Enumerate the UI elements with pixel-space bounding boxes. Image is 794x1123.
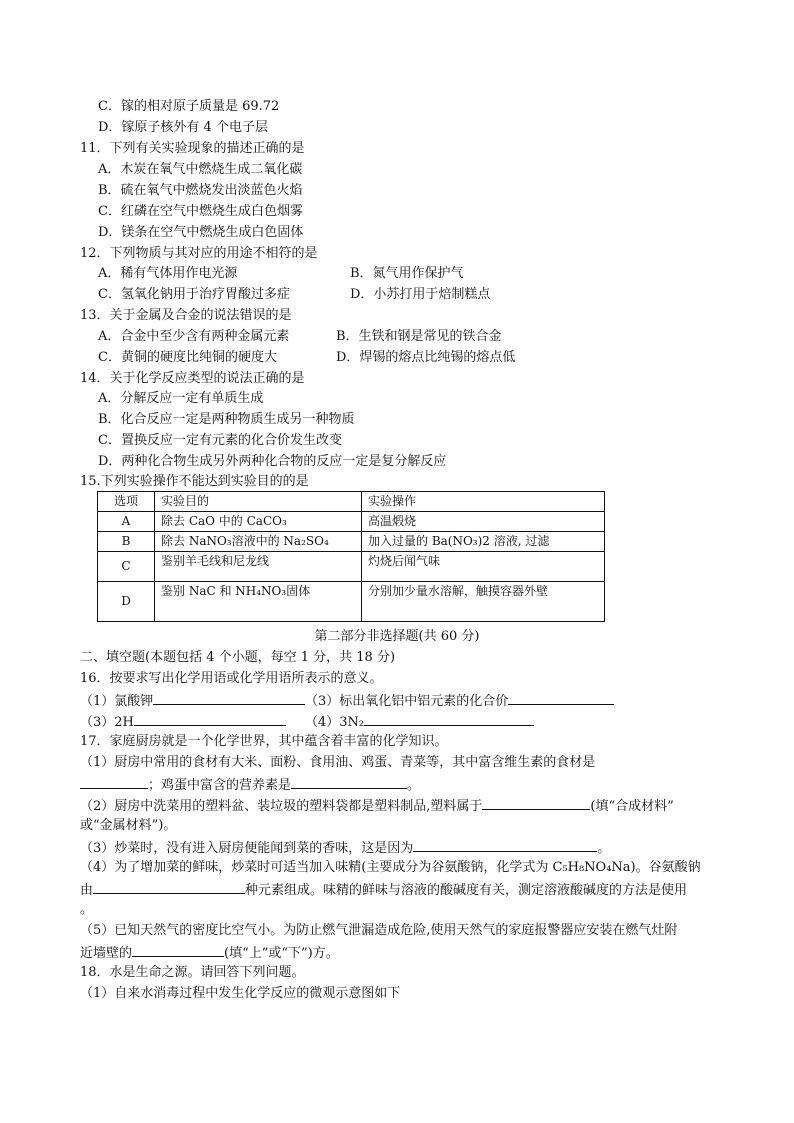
answer-blank[interactable] xyxy=(413,837,597,852)
question-11-option-d: D．镁条在空气中燃烧生成白色固体 xyxy=(98,225,304,240)
table-cell-goal: 鉴别 NaC 和 NH₄NO₃固体 xyxy=(155,582,362,622)
option-d-gallium: D．镓原子核外有 4 个电子层 xyxy=(98,120,268,135)
question-13-option-a: A．合金中至少含有两种金属元素 xyxy=(98,329,290,344)
table-header: 实验目的 xyxy=(155,492,362,512)
part-text: 种元素组成。味精的鲜味与溶液的酸碱度有关，测定溶液酸碱度的方法是使用 xyxy=(245,883,688,898)
part-two-title: 第二部分非选择题(共 60 分) xyxy=(314,629,480,644)
question-16-part-4 xyxy=(305,711,534,733)
question-17-part-5-line-2 xyxy=(80,942,339,964)
question-17-part-1-line-1: （1）厨房中常用的食材有大米、面粉、食用油、鸡蛋、青菜等，其中富含维生素的食材是 xyxy=(80,755,596,770)
question-11-option-b: B．硫在氧气中燃烧发出淡蓝色火焰 xyxy=(98,183,303,198)
question-12-option-a: A．稀有气体用作电光源 xyxy=(98,266,238,281)
part-text: ；鸡蛋中富含的营养素是 xyxy=(148,778,292,793)
question-13-option-d: D．焊锡的熔点比纯锡的熔点低 xyxy=(336,350,516,365)
question-17-part-1-line-2 xyxy=(80,774,420,796)
question-12-option-b: B．氮气用作保护气 xyxy=(350,266,464,281)
question-16-part-2 xyxy=(80,711,286,733)
question-14-option-b: B．化合反应一定是两种物质生成另一种物质 xyxy=(98,412,355,427)
part-label: （1）氯酸钾 xyxy=(80,694,154,709)
question-17-part-4-line-3: 。 xyxy=(80,902,94,917)
question-15-stem: 15.下列实验操作不能达到实验目的的是 xyxy=(80,474,309,489)
answer-blank[interactable] xyxy=(508,690,614,705)
question-14-option-c: C．置换反应一定有元素的化合价发生改变 xyxy=(98,433,342,448)
table-cell-operation: 灼烧后闻气味 xyxy=(362,552,605,582)
table-row xyxy=(98,552,605,582)
table-cell-option: A xyxy=(98,512,155,532)
question-16-part-1 xyxy=(80,690,305,712)
answer-blank[interactable] xyxy=(482,795,590,810)
part-text: (填“上”或“下”)方。 xyxy=(224,946,339,961)
question-11-option-a: A．木炭在氧气中燃烧生成二氧化碳 xyxy=(98,162,303,177)
question-18-stem: 18．水是生命之源。请回答下列问题。 xyxy=(80,965,305,980)
answer-blank[interactable] xyxy=(93,879,245,894)
answer-blank[interactable] xyxy=(291,774,407,789)
answer-blank[interactable] xyxy=(134,711,286,726)
table-cell-goal: 鉴别羊毛线和尼龙线 xyxy=(155,552,362,582)
table-cell-goal: 除去 NaNO₃溶液中的 Na₂SO₄ xyxy=(155,532,362,552)
table-cell-option: C xyxy=(98,552,155,582)
question-17-part-3 xyxy=(80,837,610,859)
table-row xyxy=(98,582,605,622)
part-text: (填“合成材料” xyxy=(590,799,674,814)
question-16-stem: 16．按要求写出化学用语或化学用语所表示的意义。 xyxy=(80,671,383,686)
question-13-stem: 13．关于金属及合金的说法错误的是 xyxy=(80,308,292,323)
part-text: 由 xyxy=(80,883,94,898)
part-label: （4）3N₂ xyxy=(305,715,365,730)
question-16-part-3 xyxy=(305,690,614,712)
question-17-stem: 17．家庭厨房就是一个化学世界，其中蕴含着丰富的化学知识。 xyxy=(80,734,448,749)
section-two-heading: 二、填空题(本题包括 4 个小题，每空 1 分，共 18 分) xyxy=(80,650,396,665)
question-18-part-1: （1）自来水消毒过程中发生化学反应的微观示意图如下 xyxy=(80,986,401,1001)
question-17-part-2-line-2: 或“金属材料”)。 xyxy=(80,818,177,833)
question-12-stem: 12．下列物质与其对应的用途不相符的是 xyxy=(80,246,318,261)
question-17-part-4-line-2 xyxy=(80,879,687,901)
table-cell-option: D xyxy=(98,582,155,622)
answer-blank[interactable] xyxy=(80,774,148,789)
table-cell-operation: 加入过量的 Ba(NO₃)2 溶液, 过滤 xyxy=(362,532,605,552)
table-cell-option: B xyxy=(98,532,155,552)
question-13-option-c: C．黄铜的硬度比纯铜的硬度大 xyxy=(98,350,277,365)
option-c-gallium: C．镓的相对原子质量是 69.72 xyxy=(98,99,280,114)
table-header: 实验操作 xyxy=(362,492,605,512)
part-label: （3）标出氧化铝中铝元素的化合价 xyxy=(305,694,509,709)
answer-blank[interactable] xyxy=(153,690,305,705)
part-text: （3）炒菜时，没有进入厨房便能闻到菜的香味，这是因为 xyxy=(80,841,414,856)
question-11-stem: 11．下列有关实验现象的描述正确的是 xyxy=(80,141,305,156)
part-text: 。 xyxy=(407,778,421,793)
table-header: 选项 xyxy=(98,492,155,512)
part-text: （2）厨房中洗菜用的塑料盆、装垃圾的塑料袋都是塑料制品,塑料属于 xyxy=(80,799,483,814)
question-12-option-d: D．小苏打用于焙制糕点 xyxy=(350,287,491,302)
table-row xyxy=(98,532,605,552)
operation-text: 分别加少量水溶解，触摸容器外壁 xyxy=(368,584,549,598)
table-row xyxy=(98,512,605,532)
question-17-part-2-line-1 xyxy=(80,795,674,817)
question-11-option-c: C．红磷在空气中燃烧生成白色烟雾 xyxy=(98,204,303,219)
answer-blank[interactable] xyxy=(364,711,534,726)
question-14-stem: 14．关于化学反应类型的说法正确的是 xyxy=(80,371,305,386)
table-header-row xyxy=(98,492,605,512)
part-text: 。 xyxy=(597,841,611,856)
question-14-option-a: A．分解反应一定有单质生成 xyxy=(98,391,264,406)
question-12-option-c: C．氢氧化钠用于治疗胃酸过多症 xyxy=(98,287,290,302)
question-17-part-4-line-1: （4）为了增加菜的鲜味，炒菜时可适当加入味精(主要成分为谷氨酸钠，化学式为 C₅H₈NO₄Na)。谷氨酸钠 xyxy=(80,860,701,875)
experiment-table xyxy=(97,491,605,622)
question-17-part-5-line-1: （5）已知天然气的密度比空气小。为防止燃气泄漏造成危险,使用天然气的家庭报警器应安装在燃气灶附 xyxy=(80,923,678,938)
part-label: （3）2H xyxy=(80,715,134,730)
answer-blank[interactable] xyxy=(132,942,224,957)
question-14-option-d: D．两种化合物生成另外两种化合物的反应一定是复分解反应 xyxy=(98,454,447,469)
table-cell-operation xyxy=(362,582,605,622)
table-cell-operation: 高温煅烧 xyxy=(362,512,605,532)
table-cell-goal: 除去 CaO 中的 CaCO₃ xyxy=(155,512,362,532)
part-text: 近墙壁的 xyxy=(80,946,133,961)
question-13-option-b: B．生铁和钢是常见的铁合金 xyxy=(336,329,502,344)
